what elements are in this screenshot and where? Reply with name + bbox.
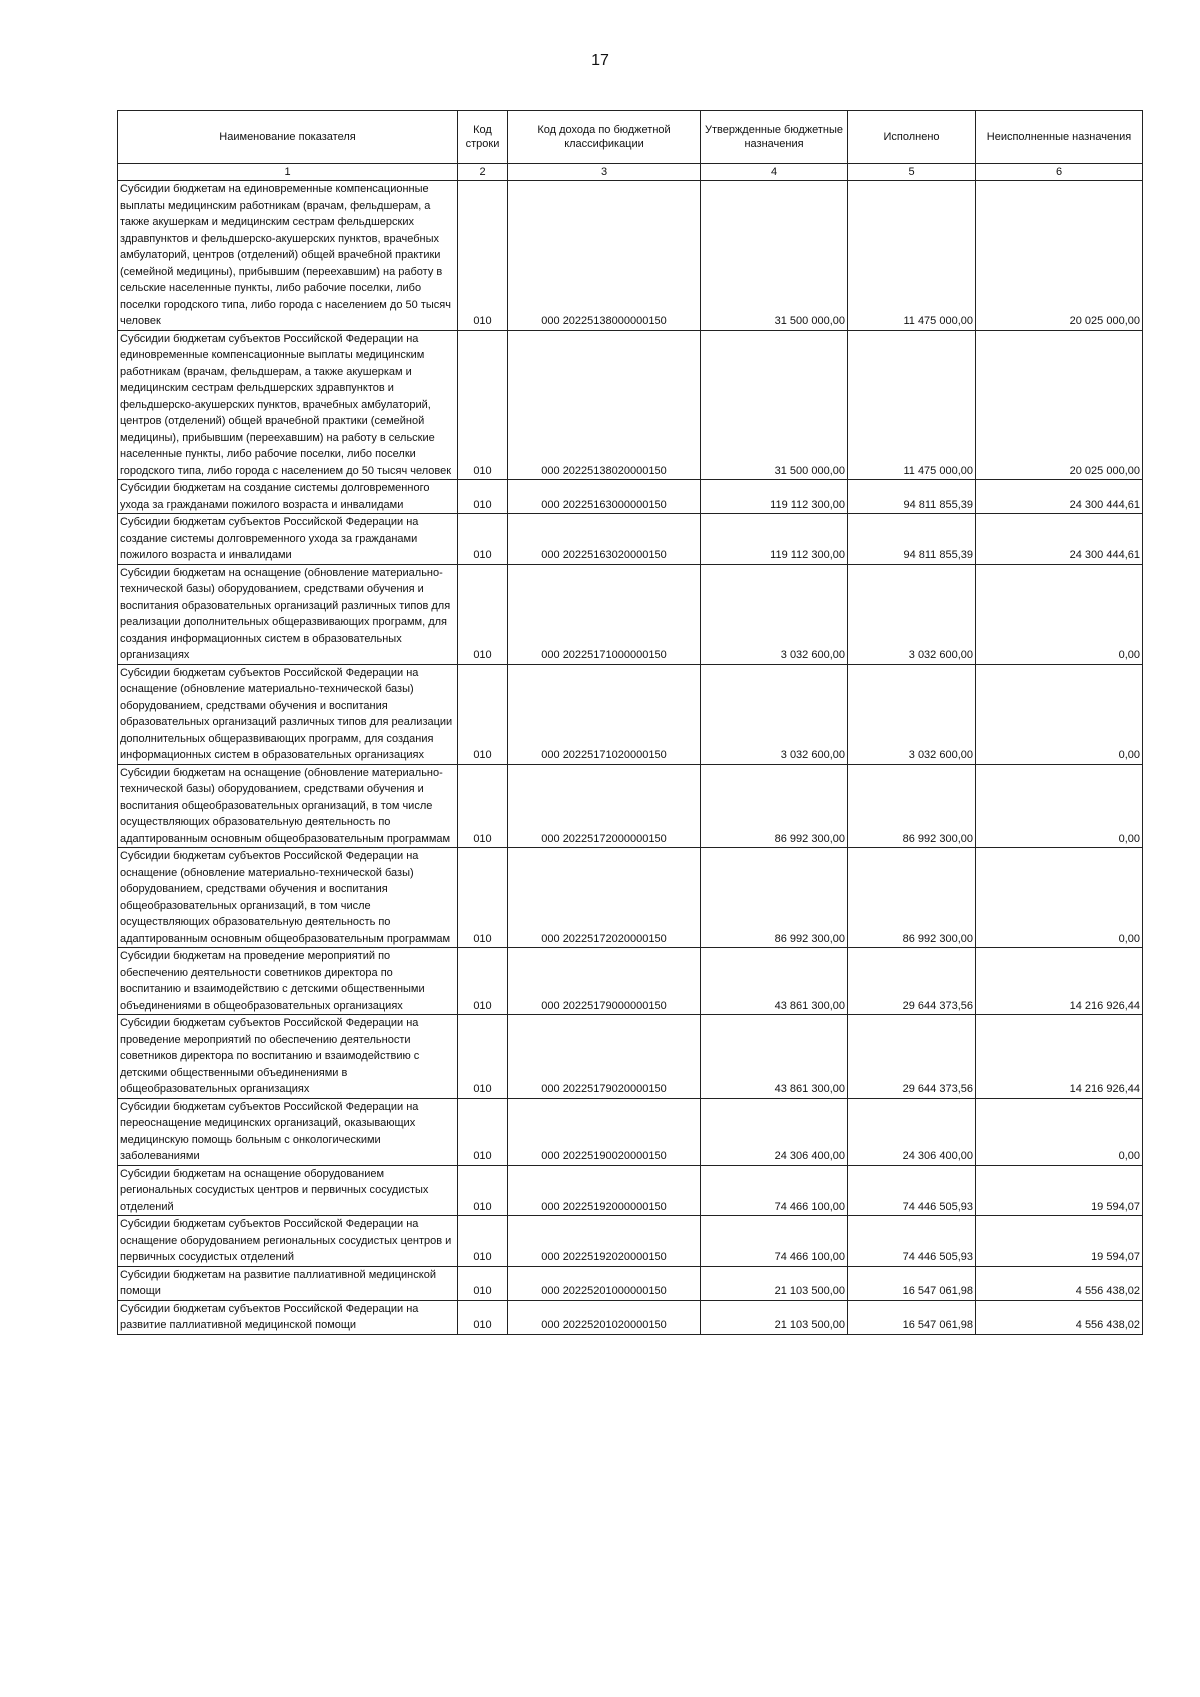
table-row	[118, 848, 1143, 948]
unexecuted-amount-cell: 14 216 926,44	[976, 1015, 1143, 1099]
row-code-cell: 010	[458, 1015, 508, 1099]
row-name-cell: Субсидии бюджетам субъектов Российской Федерации на оснащение оборудованием региональных сосудистых центров и первичных сосудистых отделений	[118, 1216, 458, 1267]
column-header-name: Наименование показателя	[118, 111, 458, 164]
row-name-cell: Субсидии бюджетам субъектов Российской Федерации на оснащение (обновление материально-технической базы) оборудованием, средствами обучения и воспитания общеобразовательных организаций, в том числе осуществляющих образовательную деятельность по адаптированным основным общеобразовательным программам	[118, 848, 458, 948]
row-name-cell: Субсидии бюджетам на развитие паллиативной медицинской помощи	[118, 1266, 458, 1300]
column-number: 6	[976, 164, 1143, 181]
table-row	[118, 480, 1143, 514]
executed-amount-cell: 86 992 300,00	[848, 764, 976, 848]
income-code-cell: 000 20225138000000150	[508, 181, 701, 331]
row-name-cell: Субсидии бюджетам на оснащение (обновление материально-технической базы) оборудованием, средствами обучения и воспитания общеобразовательных организаций, в том числе осуществляющих образовательную деятельность по адаптированным основным общеобразовательным программам	[118, 764, 458, 848]
table-row	[118, 1165, 1143, 1216]
table-row	[118, 1216, 1143, 1267]
executed-amount-cell: 16 547 061,98	[848, 1300, 976, 1334]
approved-amount-cell: 31 500 000,00	[701, 181, 848, 331]
executed-amount-cell: 29 644 373,56	[848, 948, 976, 1015]
executed-amount-cell: 11 475 000,00	[848, 330, 976, 480]
executed-amount-cell: 94 811 855,39	[848, 514, 976, 565]
row-name-cell: Субсидии бюджетам на проведение мероприятий по обеспечению деятельности советников директора по воспитанию и взаимодействию с детскими общественными объединениями в общеобразовательных организациях	[118, 948, 458, 1015]
column-header-executed: Исполнено	[848, 111, 976, 164]
unexecuted-amount-cell: 24 300 444,61	[976, 480, 1143, 514]
executed-amount-cell: 86 992 300,00	[848, 848, 976, 948]
approved-amount-cell: 119 112 300,00	[701, 514, 848, 565]
unexecuted-amount-cell: 20 025 000,00	[976, 330, 1143, 480]
table-body	[118, 181, 1143, 1335]
income-code-cell: 000 20225192020000150	[508, 1216, 701, 1267]
row-name-cell: Субсидии бюджетам субъектов Российской Федерации на развитие паллиативной медицинской помощи	[118, 1300, 458, 1334]
unexecuted-amount-cell: 0,00	[976, 1098, 1143, 1165]
row-name-cell: Субсидии бюджетам на оснащение (обновление материально-технической базы) оборудованием, средствами обучения и воспитания образовательных организаций различных типов для реализации дополнительных общеразвивающих программ, для создания информационных систем в образовательных организациях	[118, 564, 458, 664]
executed-amount-cell: 74 446 505,93	[848, 1216, 976, 1267]
column-header-income-code: Код дохода по бюджетной классификации	[508, 111, 701, 164]
approved-amount-cell: 21 103 500,00	[701, 1300, 848, 1334]
approved-amount-cell: 3 032 600,00	[701, 564, 848, 664]
table-row	[118, 514, 1143, 565]
row-name-cell: Субсидии бюджетам на единовременные компенсационные выплаты медицинским работникам (врачам, фельдшерам, а также акушеркам и медицинским сестрам фельдшерских здравпунктов и фельдшерско-акушерских пунктов, врачебных амбулаторий, центров (отделений) общей врачебной практики (семейной медицины), прибывшим (переехавшим) на работу в сельские населенные пункты, либо рабочие поселки, либо поселки городского типа, либо города с населением до 50 тысяч человек	[118, 181, 458, 331]
column-number: 1	[118, 164, 458, 181]
approved-amount-cell: 21 103 500,00	[701, 1266, 848, 1300]
executed-amount-cell: 3 032 600,00	[848, 564, 976, 664]
unexecuted-amount-cell: 4 556 438,02	[976, 1300, 1143, 1334]
unexecuted-amount-cell: 14 216 926,44	[976, 948, 1143, 1015]
income-code-cell: 000 20225192000000150	[508, 1165, 701, 1216]
unexecuted-amount-cell: 0,00	[976, 848, 1143, 948]
row-name-cell: Субсидии бюджетам на создание системы долговременного ухода за гражданами пожилого возраста и инвалидами	[118, 480, 458, 514]
approved-amount-cell: 43 861 300,00	[701, 1015, 848, 1099]
unexecuted-amount-cell: 20 025 000,00	[976, 181, 1143, 331]
approved-amount-cell: 119 112 300,00	[701, 480, 848, 514]
table-row	[118, 181, 1143, 331]
row-code-cell: 010	[458, 948, 508, 1015]
approved-amount-cell: 31 500 000,00	[701, 330, 848, 480]
income-code-cell: 000 20225201020000150	[508, 1300, 701, 1334]
column-number: 5	[848, 164, 976, 181]
row-name-cell: Субсидии бюджетам субъектов Российской Федерации на оснащение (обновление материально-технической базы) оборудованием, средствами обучения и воспитания образовательных организаций различных типов для реализации дополнительных общеразвивающих программ, для создания информационных систем в образовательных организациях	[118, 664, 458, 764]
column-number: 4	[701, 164, 848, 181]
approved-amount-cell: 43 861 300,00	[701, 948, 848, 1015]
table-row	[118, 764, 1143, 848]
table-row	[118, 664, 1143, 764]
column-number: 2	[458, 164, 508, 181]
income-code-cell: 000 20225179000000150	[508, 948, 701, 1015]
row-code-cell: 010	[458, 1098, 508, 1165]
table-row	[118, 1266, 1143, 1300]
table-row	[118, 564, 1143, 664]
table-row	[118, 1098, 1143, 1165]
income-code-cell: 000 20225172000000150	[508, 764, 701, 848]
row-name-cell: Субсидии бюджетам субъектов Российской Федерации на создание системы долговременного ухода за гражданами пожилого возраста и инвалидами	[118, 514, 458, 565]
column-header-unexecuted: Неисполненные назначения	[976, 111, 1143, 164]
income-code-cell: 000 20225171020000150	[508, 664, 701, 764]
table-row	[118, 330, 1143, 480]
table-row	[118, 1015, 1143, 1099]
page-number: 17	[591, 52, 609, 69]
row-code-cell: 010	[458, 848, 508, 948]
executed-amount-cell: 11 475 000,00	[848, 181, 976, 331]
income-code-cell: 000 20225201000000150	[508, 1266, 701, 1300]
row-code-cell: 010	[458, 1165, 508, 1216]
executed-amount-cell: 24 306 400,00	[848, 1098, 976, 1165]
column-number-row	[118, 164, 1143, 181]
executed-amount-cell: 94 811 855,39	[848, 480, 976, 514]
executed-amount-cell: 74 446 505,93	[848, 1165, 976, 1216]
income-code-cell: 000 20225163000000150	[508, 480, 701, 514]
row-name-cell: Субсидии бюджетам субъектов Российской Федерации на единовременные компенсационные выплаты медицинским работникам (врачам, фельдшерам, а также акушеркам и медицинским сестрам фельдшерских здравпунктов и фельдшерско-акушерских пунктов, врачебных амбулаторий, центров (отделений) общей врачебной практики (семейной медицины), прибывшим (переехавшим) на работу в сельские населенные пункты, либо рабочие поселки, либо поселки городского типа, либо города с населением до 50 тысяч человек	[118, 330, 458, 480]
row-code-cell: 010	[458, 664, 508, 764]
row-name-cell: Субсидии бюджетам субъектов Российской Федерации на проведение мероприятий по обеспечению деятельности советников директора по воспитанию и взаимодействию с детскими общественными объединениями в общеобразовательных организациях	[118, 1015, 458, 1099]
approved-amount-cell: 86 992 300,00	[701, 848, 848, 948]
income-code-cell: 000 20225172020000150	[508, 848, 701, 948]
row-code-cell: 010	[458, 480, 508, 514]
unexecuted-amount-cell: 19 594,07	[976, 1165, 1143, 1216]
table-row	[118, 1300, 1143, 1334]
column-header-approved: Утвержденные бюджетные назначения	[701, 111, 848, 164]
approved-amount-cell: 74 466 100,00	[701, 1165, 848, 1216]
approved-amount-cell: 74 466 100,00	[701, 1216, 848, 1267]
unexecuted-amount-cell: 0,00	[976, 564, 1143, 664]
unexecuted-amount-cell: 0,00	[976, 664, 1143, 764]
unexecuted-amount-cell: 0,00	[976, 764, 1143, 848]
budget-report-table	[117, 110, 1143, 1335]
executed-amount-cell: 16 547 061,98	[848, 1266, 976, 1300]
unexecuted-amount-cell: 4 556 438,02	[976, 1266, 1143, 1300]
unexecuted-amount-cell: 24 300 444,61	[976, 514, 1143, 565]
row-code-cell: 010	[458, 330, 508, 480]
approved-amount-cell: 24 306 400,00	[701, 1098, 848, 1165]
income-code-cell: 000 20225138020000150	[508, 330, 701, 480]
row-code-cell: 010	[458, 764, 508, 848]
row-code-cell: 010	[458, 1216, 508, 1267]
row-name-cell: Субсидии бюджетам субъектов Российской Федерации на переоснащение медицинских организаций, оказывающих медицинскую помощь больным с онкологическими заболеваниями	[118, 1098, 458, 1165]
row-name-cell: Субсидии бюджетам на оснащение оборудованием региональных сосудистых центров и первичных сосудистых отделений	[118, 1165, 458, 1216]
row-code-cell: 010	[458, 514, 508, 565]
table-header-row	[118, 111, 1143, 164]
executed-amount-cell: 29 644 373,56	[848, 1015, 976, 1099]
executed-amount-cell: 3 032 600,00	[848, 664, 976, 764]
table-row	[118, 948, 1143, 1015]
row-code-cell: 010	[458, 181, 508, 331]
unexecuted-amount-cell: 19 594,07	[976, 1216, 1143, 1267]
income-code-cell: 000 20225190020000150	[508, 1098, 701, 1165]
income-code-cell: 000 20225163020000150	[508, 514, 701, 565]
row-code-cell: 010	[458, 564, 508, 664]
row-code-cell: 010	[458, 1300, 508, 1334]
approved-amount-cell: 86 992 300,00	[701, 764, 848, 848]
approved-amount-cell: 3 032 600,00	[701, 664, 848, 764]
row-code-cell: 010	[458, 1266, 508, 1300]
column-number: 3	[508, 164, 701, 181]
income-code-cell: 000 20225179020000150	[508, 1015, 701, 1099]
column-header-row-code: Код строки	[458, 111, 508, 164]
income-code-cell: 000 20225171000000150	[508, 564, 701, 664]
